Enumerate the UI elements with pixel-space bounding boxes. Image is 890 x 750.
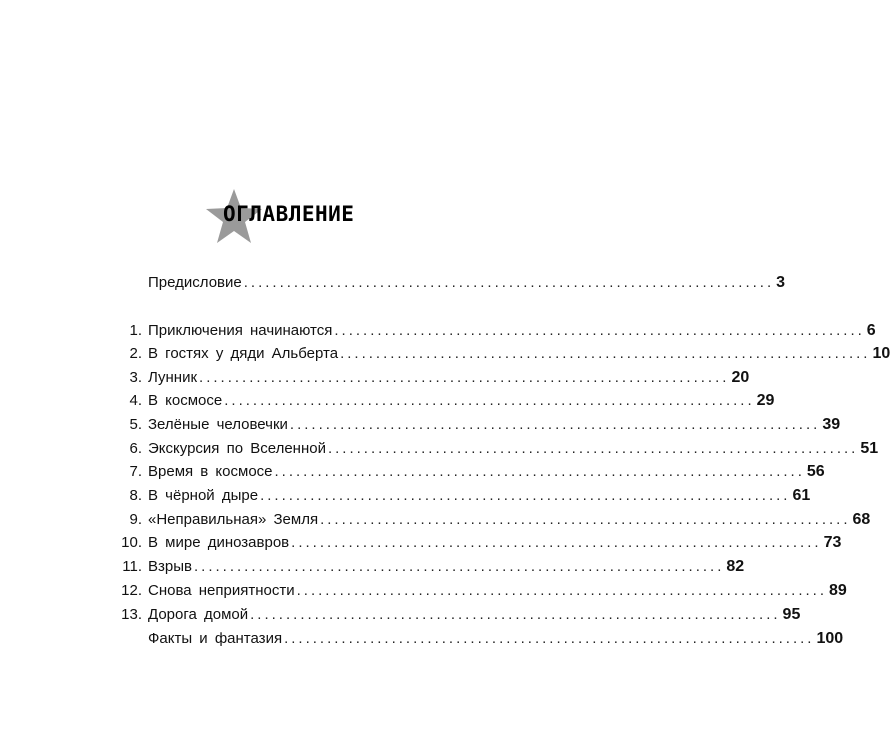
leader-dots: .......................................................................... (260, 487, 791, 504)
toc-entry-chapter-9[interactable] (118, 508, 871, 532)
toc-entry-page: 39 (822, 416, 841, 433)
toc-entry-title: В космосе (148, 392, 223, 409)
toc-entry-title: Дорога домой (148, 606, 249, 623)
toc-entry-chapter-10[interactable] (118, 531, 842, 555)
chapter-number: 5. (129, 416, 142, 433)
toc-entry-page: 68 (852, 511, 871, 528)
chapter-number: 9. (129, 511, 142, 528)
toc-entry-page: 3 (776, 274, 786, 291)
toc-entry-title: Приключения начинаются (148, 322, 333, 339)
toc-entry-chapter-3[interactable] (118, 366, 750, 390)
toc-entry-page: 29 (756, 392, 775, 409)
toc-entry-title: Время в космосе (148, 463, 273, 480)
toc-entry-title: Лунник (148, 369, 198, 386)
leader-dots: .......................................................................... (224, 392, 755, 409)
chapter-number: 7. (129, 463, 142, 480)
toc-entry-chapter-12[interactable] (118, 579, 847, 603)
chapter-number: 3. (129, 369, 142, 386)
toc-entry-chapter-7[interactable] (118, 460, 825, 484)
leader-dots: .......................................................................... (284, 630, 815, 647)
toc-entry-page: 56 (806, 463, 825, 480)
toc-entry-page: 89 (829, 582, 847, 599)
toc-entry-chapter-1[interactable] (118, 319, 876, 343)
leader-dots: .......................................................................... (334, 322, 865, 339)
toc-entry-title: «Неправильная» Земля (148, 511, 319, 528)
chapter-number: 10. (121, 534, 142, 551)
leader-dots: .......................................................................... (320, 511, 851, 528)
leader-dots: .......................................................................... (193, 558, 725, 575)
toc-entry-chapter-5[interactable] (118, 413, 841, 437)
toc-entry-title: В чёрной дыре (148, 487, 259, 504)
toc-entry-page: 95 (782, 606, 801, 623)
toc-entry-title: В гостях у дяди Альберта (148, 345, 339, 362)
chapter-number: 13. (121, 606, 142, 623)
toc-entry-title: Зелёные человечки (148, 416, 288, 433)
toc-entry-title: Факты и фантазия (148, 630, 283, 647)
toc-entry-page: 73 (823, 534, 842, 551)
chapter-number: 1. (129, 322, 142, 339)
leader-dots: .......................................................................... (250, 606, 781, 623)
leader-dots: .......................................................................... (340, 345, 871, 362)
page-title: ОГЛАВЛЕНИЕ (223, 202, 355, 226)
chapter-number: 6. (129, 440, 142, 457)
toc-entry-page: 10 (872, 345, 890, 362)
toc-entry-chapter-4[interactable] (118, 389, 775, 413)
chapter-number: 11. (122, 558, 142, 575)
leader-dots: .......................................................................... (243, 274, 775, 291)
leader-dots: .......................................................................... (199, 369, 730, 386)
toc-entry-chapter-11[interactable] (118, 555, 745, 579)
toc-entry-afterword[interactable] (118, 627, 844, 651)
chapter-number: 2. (129, 345, 142, 362)
chapter-number: 4. (129, 392, 142, 409)
chapter-number: 8. (129, 487, 142, 504)
toc-entry-title: В мире динозавров (148, 534, 290, 551)
toc-entry-chapter-13[interactable] (118, 603, 801, 627)
leader-dots: .......................................................................... (274, 463, 805, 480)
toc-entry-title: Экскурсия по Вселенной (148, 440, 326, 457)
toc-entry-preface[interactable] (118, 271, 786, 295)
toc-entry-page: 61 (792, 487, 811, 504)
toc-entry-page: 6 (866, 322, 876, 339)
toc-entry-chapter-8[interactable] (118, 484, 811, 508)
toc-entry-chapter-6[interactable] (118, 437, 879, 461)
leader-dots: .......................................................................... (291, 534, 822, 551)
toc-heading (205, 188, 425, 244)
toc-entry-page: 51 (860, 440, 879, 457)
leader-dots: .......................................................................... (327, 440, 859, 457)
leader-dots: .......................................................................... (289, 416, 821, 433)
toc-entry-page: 100 (816, 630, 844, 647)
toc-entry-title: Предисловие (148, 274, 242, 291)
toc-entry-title: Снова неприятности (148, 582, 295, 599)
chapter-number: 12. (121, 582, 142, 599)
toc-entry-page: 20 (731, 369, 750, 386)
toc-entry-title: Взрыв (148, 558, 192, 575)
toc-entry-page: 82 (726, 558, 745, 575)
toc-entry-chapter-2[interactable] (118, 342, 890, 366)
leader-dots: .......................................................................... (296, 582, 828, 599)
